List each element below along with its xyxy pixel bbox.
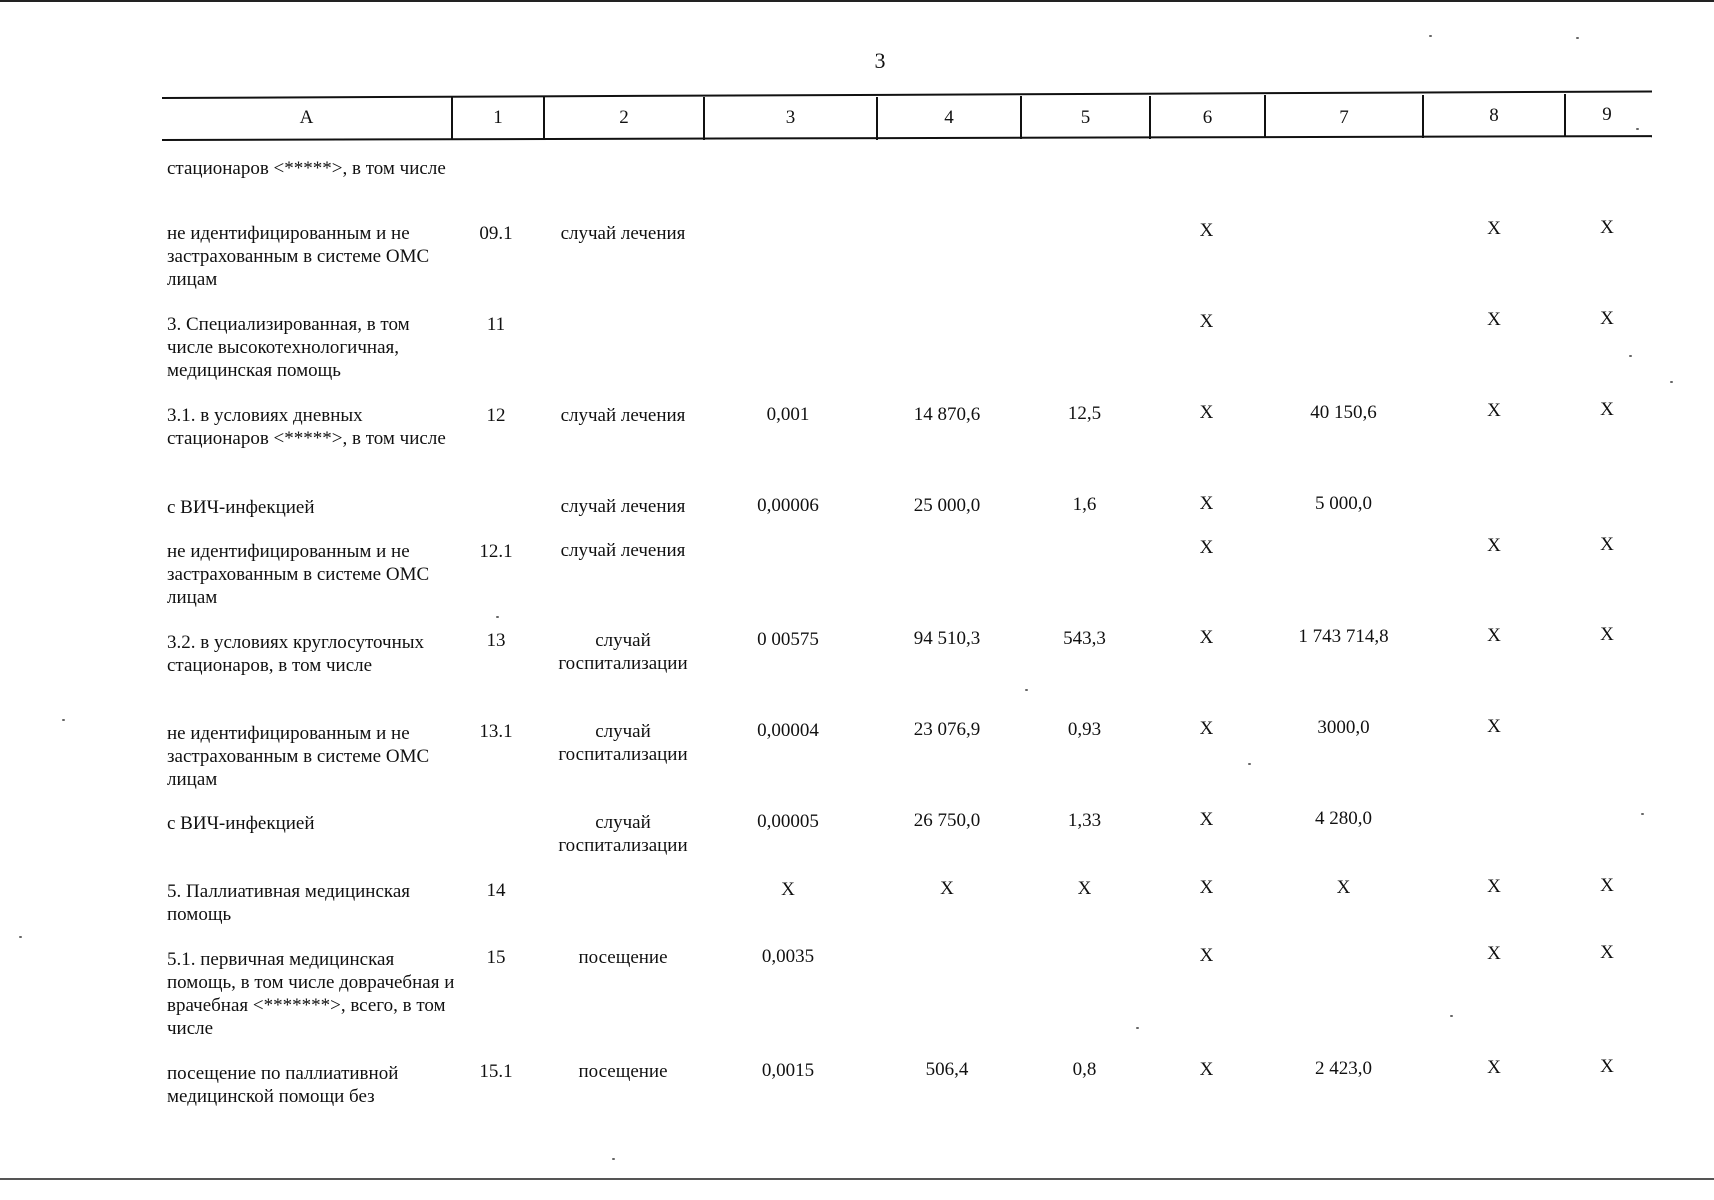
value-cell: Х <box>1199 809 1214 830</box>
value-cell: Х <box>1487 309 1501 330</box>
value-cell: Х <box>1199 718 1214 739</box>
row-number: 09.1 <box>479 223 513 244</box>
value-cell: Х <box>1199 627 1214 648</box>
column-header: 4 <box>944 107 954 128</box>
value-cell: Х <box>1600 1056 1614 1077</box>
value-cell: Х <box>1199 493 1214 514</box>
value-cell: 506,4 <box>925 1059 969 1080</box>
scan-speck <box>1636 128 1639 130</box>
value-cell: 0,00006 <box>757 495 819 516</box>
row-label: с ВИЧ-инфекцией <box>167 813 315 834</box>
scan-speck <box>1136 1027 1139 1029</box>
row-number: 12.1 <box>479 541 513 562</box>
unit-cell: случай лечения <box>560 540 686 561</box>
value-cell: Х <box>940 878 954 899</box>
column-header: 1 <box>493 107 503 128</box>
value-cell: Х <box>1600 534 1614 555</box>
value-cell: Х <box>1600 308 1614 329</box>
value-cell: Х <box>1487 400 1501 421</box>
value-cell: 0,00004 <box>757 720 819 741</box>
value-cell: Х <box>1600 217 1614 238</box>
scan-speck <box>1429 35 1432 37</box>
column-header: А <box>299 107 314 128</box>
value-cell: Х <box>1199 220 1214 241</box>
unit-cell: случай лечения <box>560 496 686 517</box>
value-cell: 0 00575 <box>757 629 819 650</box>
unit-cell: случай госпитализации <box>558 721 688 765</box>
row-number: 14 <box>486 880 506 901</box>
value-cell: Х <box>1199 402 1214 423</box>
row-number: 12 <box>486 405 506 426</box>
scan-speck <box>1248 763 1251 765</box>
value-cell: 25 000,0 <box>913 495 981 516</box>
column-header: 5 <box>1080 107 1091 128</box>
value-cell: 2 423,0 <box>1315 1058 1372 1079</box>
row-label: стационаров <*****>, в том числе <box>167 158 446 179</box>
value-cell: Х <box>1077 878 1092 899</box>
value-cell: Х <box>1487 218 1501 239</box>
value-cell: Х <box>1600 399 1614 420</box>
unit-cell: случай госпитализации <box>558 630 688 674</box>
scan-edge-top <box>0 0 1714 2</box>
row-label: не идентифицированным и не застрахованным в системе ОМС лицам <box>167 723 430 790</box>
unit-cell: случай лечения <box>560 405 686 426</box>
scan-speck <box>1450 1015 1453 1017</box>
column-header: 8 <box>1489 105 1499 126</box>
column-header: 7 <box>1339 107 1349 128</box>
unit-cell: посещение <box>578 947 668 968</box>
scan-speck <box>1670 381 1673 383</box>
value-cell: 0,0035 <box>761 946 815 967</box>
value-cell: Х <box>1600 624 1614 645</box>
value-cell: 94 510,3 <box>913 628 981 649</box>
row-label: не идентифицированным и не застрахованным в системе ОМС лицам <box>167 223 430 290</box>
value-cell: Х <box>1199 537 1214 558</box>
scan-speck <box>496 616 499 618</box>
scan-speck <box>612 1158 615 1160</box>
value-cell: Х <box>1487 943 1501 964</box>
scan-speck <box>19 936 22 938</box>
page-number: 3 <box>874 48 886 73</box>
value-cell: Х <box>1487 716 1501 737</box>
row-label: 5. Паллиативная медицинская помощь <box>167 881 411 925</box>
value-cell: Х <box>1199 945 1214 966</box>
value-cell: Х <box>1199 311 1214 332</box>
value-cell: 0,001 <box>766 404 810 425</box>
value-cell: Х <box>1487 1057 1501 1078</box>
value-cell: 12,5 <box>1067 403 1102 424</box>
value-cell: Х <box>1487 535 1501 556</box>
value-cell: Х <box>1487 876 1501 897</box>
scan-edge-bottom <box>0 1178 1714 1180</box>
value-cell: 23 076,9 <box>913 719 981 740</box>
row-label: 3.2. в условиях круглосуточных стационаров, в том числе <box>167 632 425 676</box>
column-header: 9 <box>1602 104 1612 125</box>
value-cell: Х <box>1199 877 1214 898</box>
unit-cell: случай госпитализации <box>558 812 688 856</box>
row-label: 5.1. первичная медицинская помощь, в том числе доврачебная и врачебная <*******>, всего, в том числе <box>167 949 455 1039</box>
value-cell: Х <box>1600 942 1614 963</box>
value-cell: 0,8 <box>1072 1059 1097 1080</box>
unit-cell: посещение <box>578 1061 668 1082</box>
row-label: не идентифицированным и не застрахованным в системе ОМС лицам <box>167 541 430 608</box>
value-cell: 543,3 <box>1063 628 1106 649</box>
row-label: с ВИЧ-инфекцией <box>167 497 315 518</box>
value-cell: 14 870,6 <box>913 404 981 425</box>
value-cell: 5 000,0 <box>1315 493 1372 514</box>
value-cell: 3000,0 <box>1317 717 1370 738</box>
scan-speck <box>1641 813 1644 815</box>
column-header: 3 <box>785 107 796 128</box>
row-number: 15 <box>486 947 506 968</box>
value-cell: Х <box>1336 877 1351 898</box>
value-cell: 40 150,6 <box>1310 402 1377 423</box>
scan-speck <box>62 719 65 721</box>
value-cell: 1 743 714,8 <box>1298 626 1389 647</box>
row-number: 13 <box>486 630 506 651</box>
value-cell: 0,93 <box>1067 719 1102 740</box>
value-cell: Х <box>1487 625 1501 646</box>
value-cell: 1,33 <box>1067 810 1102 831</box>
row-number: 13.1 <box>479 721 513 742</box>
value-cell: Х <box>1600 875 1614 896</box>
row-number: 11 <box>486 314 506 335</box>
column-header: 2 <box>619 107 629 128</box>
scan-speck <box>1025 689 1028 691</box>
scan-speck <box>1629 355 1632 357</box>
row-label: 3. Специализированная, в том числе высокотехнологичная, медицинская помощь <box>167 314 410 381</box>
value-cell: Х <box>1199 1059 1214 1080</box>
value-cell: 0,00005 <box>757 811 819 832</box>
value-cell: 1,6 <box>1072 494 1097 515</box>
value-cell: 4 280,0 <box>1315 808 1372 829</box>
value-cell: 26 750,0 <box>913 810 981 831</box>
row-label: посещение по паллиативной медицинской помощи без <box>167 1063 399 1107</box>
value-cell: 0,0015 <box>761 1060 815 1081</box>
value-cell: Х <box>781 879 795 900</box>
row-number: 15.1 <box>479 1061 513 1082</box>
scan-speck <box>1576 37 1579 39</box>
column-header: 6 <box>1202 107 1213 128</box>
unit-cell: случай лечения <box>560 223 686 244</box>
row-label: 3.1. в условиях дневных стационаров <*****>, в том числе <box>167 405 446 449</box>
